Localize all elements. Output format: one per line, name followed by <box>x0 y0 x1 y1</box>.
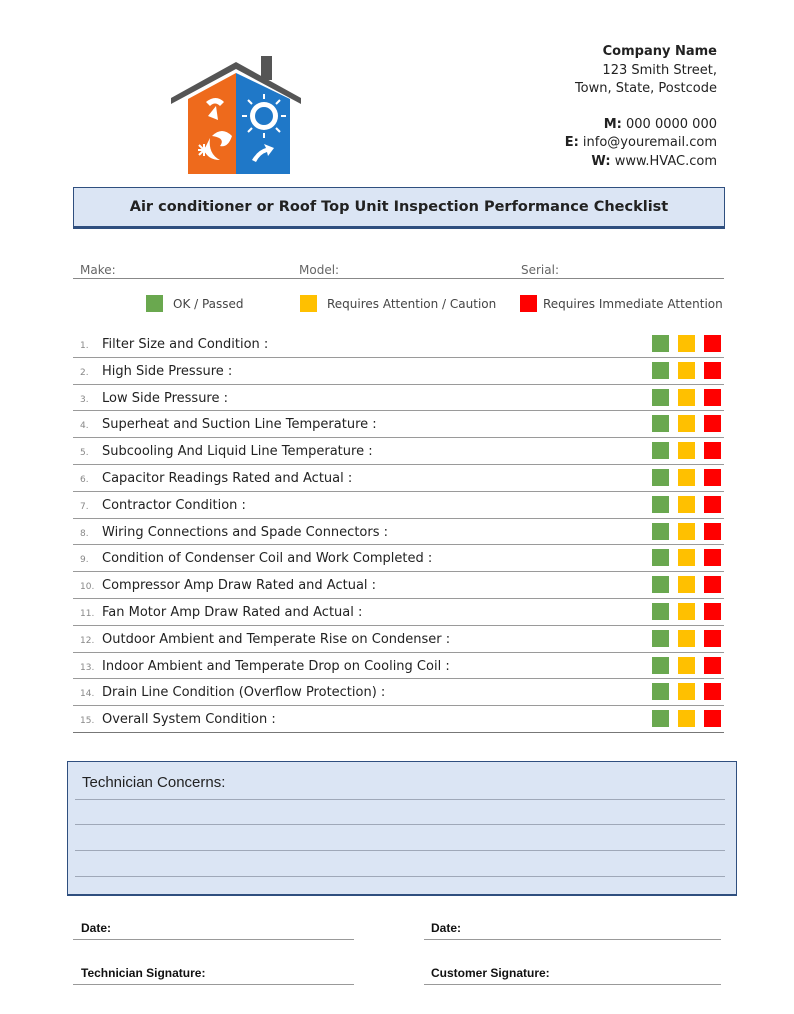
item-number: 4. <box>80 421 89 432</box>
checklist-row <box>73 572 724 599</box>
urgent-checkbox[interactable] <box>704 442 721 459</box>
company-street: 123 Smith Street, <box>602 62 717 78</box>
serial-label: Serial: <box>521 263 559 277</box>
item-number: 7. <box>80 501 89 512</box>
urgent-checkbox[interactable] <box>704 469 721 486</box>
caution-checkbox[interactable] <box>678 335 695 352</box>
caution-checkbox[interactable] <box>678 630 695 647</box>
item-number: 3. <box>80 394 89 405</box>
caution-checkbox[interactable] <box>678 415 695 432</box>
checklist-row <box>73 653 724 680</box>
form-title: Air conditioner or Roof Top Unit Inspection Performance Checklist <box>73 187 725 229</box>
caution-checkbox[interactable] <box>678 683 695 700</box>
ok-checkbox[interactable] <box>652 442 669 459</box>
concerns-line <box>75 876 725 877</box>
hvac-house-logo <box>168 54 304 176</box>
urgent-checkbox[interactable] <box>704 710 721 727</box>
caution-checkbox[interactable] <box>678 710 695 727</box>
item-number: 10. <box>80 582 95 593</box>
status-boxes <box>652 630 721 647</box>
item-number: 13. <box>80 662 95 673</box>
caution-checkbox[interactable] <box>678 496 695 513</box>
item-number: 15. <box>80 716 95 727</box>
checklist-row <box>73 599 724 626</box>
checklist-row <box>73 519 724 546</box>
checklist-row <box>73 626 724 653</box>
caution-checkbox[interactable] <box>678 442 695 459</box>
company-info <box>565 43 717 171</box>
item-label: Compressor Amp Draw Rated and Actual : <box>102 578 377 594</box>
status-boxes <box>652 496 721 513</box>
ok-checkbox[interactable] <box>652 630 669 647</box>
customer-signature-label: Customer Signature: <box>431 966 550 980</box>
checklist-row <box>73 465 724 492</box>
item-label: Drain Line Condition (Overflow Protection) : <box>102 685 386 701</box>
item-label: Outdoor Ambient and Temperate Rise on Condenser : <box>102 631 451 647</box>
checklist-row <box>73 438 724 465</box>
status-boxes <box>652 362 721 379</box>
status-boxes <box>652 442 721 459</box>
urgent-checkbox[interactable] <box>704 335 721 352</box>
ok-checkbox[interactable] <box>652 523 669 540</box>
item-label: Fan Motor Amp Draw Rated and Actual : <box>102 604 363 620</box>
item-label: Low Side Pressure : <box>102 390 229 406</box>
item-label: Filter Size and Condition : <box>102 337 269 352</box>
item-label: Wiring Connections and Spade Connectors : <box>102 524 388 540</box>
status-boxes <box>652 710 721 727</box>
item-label: Subcooling And Liquid Line Temperature : <box>102 444 373 460</box>
item-label: High Side Pressure : <box>102 363 233 379</box>
item-label: Condition of Condenser Coil and Work Completed : <box>102 551 433 567</box>
status-boxes <box>652 523 721 540</box>
item-label: Capacitor Readings Rated and Actual : <box>102 470 353 486</box>
ok-checkbox[interactable] <box>652 683 669 700</box>
date-left-field[interactable] <box>73 939 354 940</box>
status-boxes <box>652 469 721 486</box>
caution-checkbox[interactable] <box>678 549 695 566</box>
date-left-label: Date: <box>81 921 112 935</box>
ok-checkbox[interactable] <box>652 335 669 352</box>
urgent-checkbox[interactable] <box>704 523 721 540</box>
make-label: Make: <box>80 263 116 277</box>
urgent-checkbox[interactable] <box>704 630 721 647</box>
item-label: Superheat and Suction Line Temperature : <box>102 417 377 433</box>
technician-concerns-title: Technician Concerns: <box>82 774 226 791</box>
legend-urgent: Requires Immediate Attention <box>520 295 723 312</box>
ok-checkbox[interactable] <box>652 496 669 513</box>
item-number: 9. <box>80 555 89 566</box>
concerns-line <box>75 799 725 800</box>
caution-checkbox[interactable] <box>678 657 695 674</box>
company-town: Town, State, Postcode <box>574 81 717 96</box>
checklist-row <box>73 679 724 706</box>
ok-checkbox[interactable] <box>652 389 669 406</box>
legend-ok: OK / Passed <box>146 295 244 312</box>
urgent-checkbox[interactable] <box>704 576 721 593</box>
item-number: 11. <box>80 608 95 619</box>
caution-checkbox[interactable] <box>678 576 695 593</box>
checklist-row <box>73 358 724 385</box>
item-number: 14. <box>80 689 95 700</box>
ok-checkbox[interactable] <box>652 657 669 674</box>
item-number: 6. <box>80 474 89 485</box>
item-label: Contractor Condition : <box>102 497 246 513</box>
concerns-line <box>75 850 725 851</box>
caution-swatch <box>300 295 317 312</box>
technician-signature-label: Technician Signature: <box>81 966 206 980</box>
legend-caution: Requires Attention / Caution <box>300 295 496 312</box>
company-phone: M: 000 0000 000 <box>603 116 717 132</box>
ok-checkbox[interactable] <box>652 710 669 727</box>
customer-signature-field[interactable] <box>424 984 721 985</box>
urgent-checkbox[interactable] <box>704 415 721 432</box>
urgent-swatch <box>520 295 537 312</box>
urgent-checkbox[interactable] <box>704 657 721 674</box>
caution-checkbox[interactable] <box>678 523 695 540</box>
ok-checkbox[interactable] <box>652 415 669 432</box>
ok-checkbox[interactable] <box>652 469 669 486</box>
checklist-row <box>73 492 724 519</box>
urgent-checkbox[interactable] <box>704 603 721 620</box>
status-boxes <box>652 683 721 700</box>
checklist-row <box>73 411 724 438</box>
item-number: 12. <box>80 635 95 646</box>
status-boxes <box>652 415 721 432</box>
urgent-checkbox[interactable] <box>704 362 721 379</box>
unit-details-row <box>73 262 724 279</box>
status-boxes <box>652 549 721 566</box>
ok-checkbox[interactable] <box>652 549 669 566</box>
date-right-label: Date: <box>431 921 462 935</box>
status-boxes <box>652 576 721 593</box>
caution-checkbox[interactable] <box>678 362 695 379</box>
item-number: 8. <box>80 528 89 539</box>
ok-checkbox[interactable] <box>652 362 669 379</box>
model-label: Model: <box>299 263 340 277</box>
ok-checkbox[interactable] <box>652 603 669 620</box>
technician-concerns-box[interactable] <box>67 761 737 896</box>
urgent-checkbox[interactable] <box>704 549 721 566</box>
ok-swatch <box>146 295 163 312</box>
item-number: 5. <box>80 448 89 459</box>
caution-checkbox[interactable] <box>678 389 695 406</box>
ok-checkbox[interactable] <box>652 576 669 593</box>
checklist-row <box>73 385 724 412</box>
checklist-row <box>73 331 724 358</box>
date-right-field[interactable] <box>424 939 721 940</box>
item-label: Indoor Ambient and Temperate Drop on Cooling Coil : <box>102 658 450 674</box>
caution-checkbox[interactable] <box>678 469 695 486</box>
technician-signature-field[interactable] <box>73 984 354 985</box>
item-number: 2. <box>80 367 89 378</box>
checklist-row <box>73 545 724 572</box>
status-boxes <box>652 603 721 620</box>
status-boxes <box>652 389 721 406</box>
item-label: Overall System Condition : <box>102 712 276 728</box>
checklist-row <box>73 706 724 733</box>
status-boxes <box>652 657 721 674</box>
company-web: W: www.HVAC.com <box>591 153 717 169</box>
urgent-checkbox[interactable] <box>704 683 721 700</box>
item-number: 1. <box>80 341 89 351</box>
status-boxes <box>652 335 721 352</box>
company-name: Company Name <box>602 44 717 59</box>
urgent-checkbox[interactable] <box>704 389 721 406</box>
caution-checkbox[interactable] <box>678 603 695 620</box>
urgent-checkbox[interactable] <box>704 496 721 513</box>
inspection-checklist <box>73 331 724 733</box>
company-email: E: info@youremail.com <box>564 135 717 150</box>
concerns-line <box>75 824 725 825</box>
